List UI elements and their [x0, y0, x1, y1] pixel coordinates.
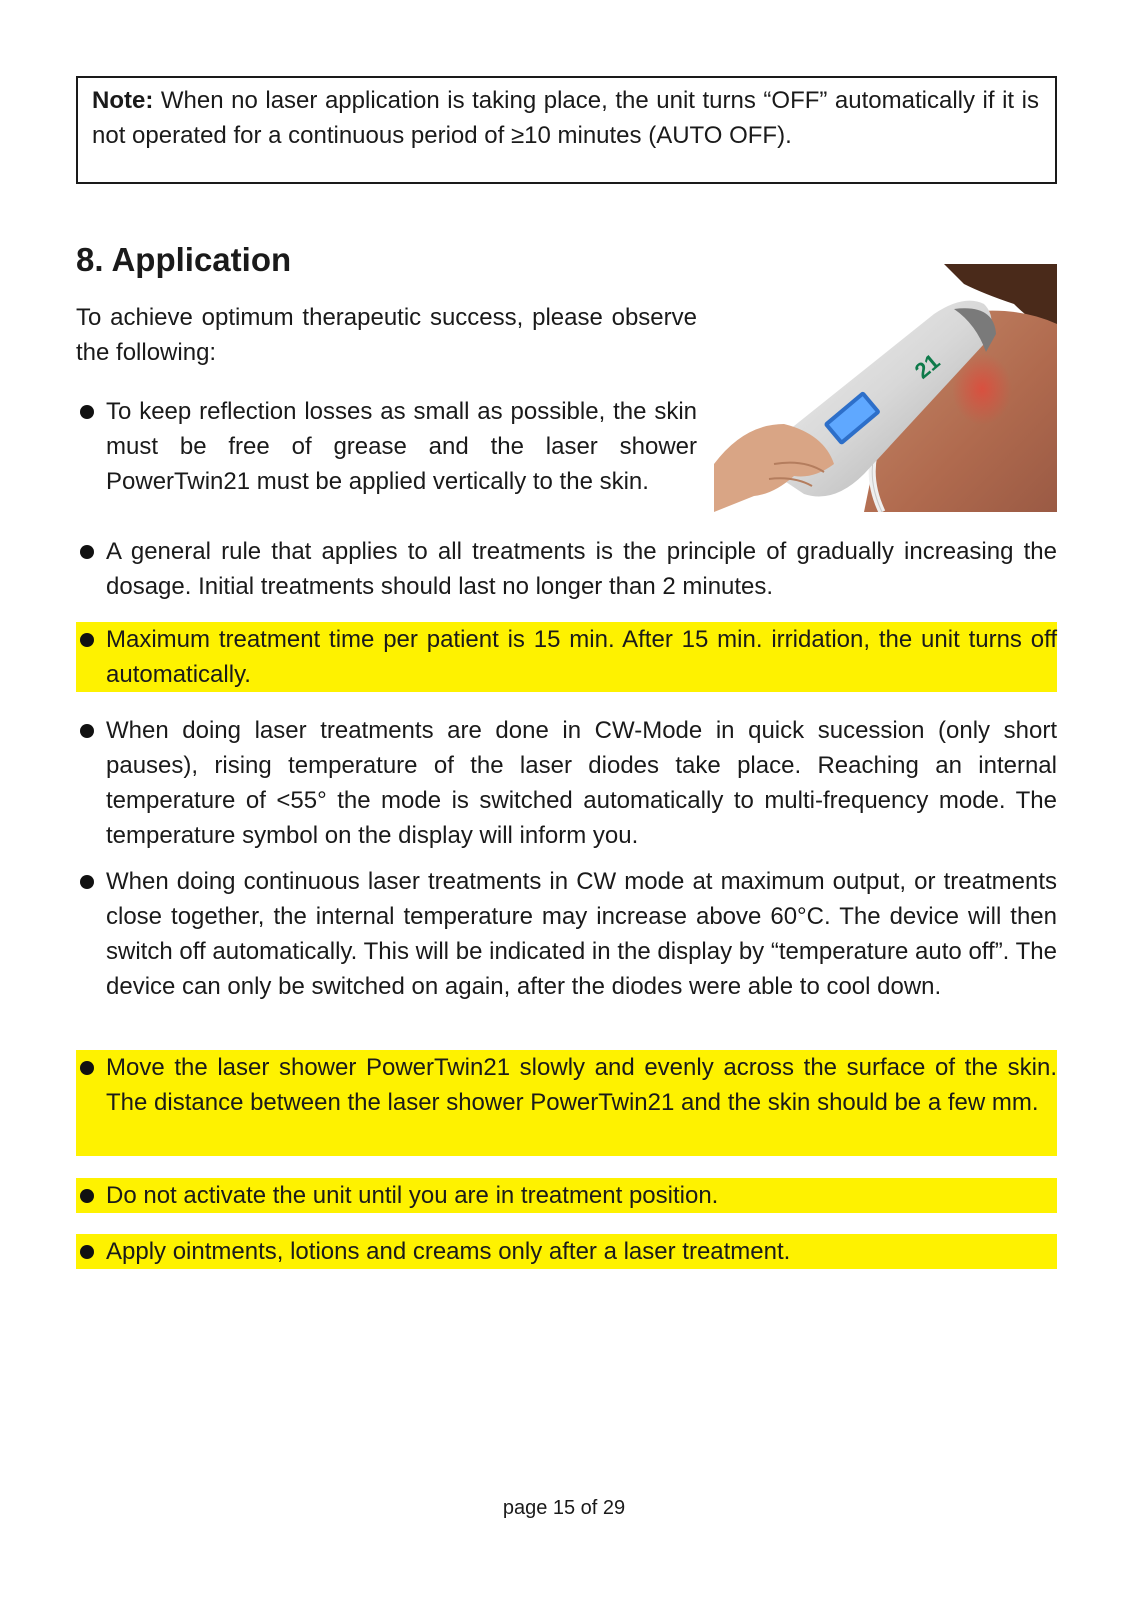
bullet-dot-icon	[80, 545, 94, 559]
list-item-text: When doing laser treatments are done in CW-Mode in quick sucession (only short pauses), rising temperature of the laser diodes take place. Reaching an internal temperature of <55° the mode is switched automatically to multi-frequency mode. The temperature symbol on the display will inform you.	[106, 717, 1057, 849]
bullet-dot-icon	[80, 724, 94, 738]
list-item	[76, 713, 1057, 853]
list-item	[76, 1050, 1057, 1156]
list-item	[76, 1234, 1057, 1269]
bullet-dot-icon	[80, 875, 94, 889]
bullet-dot-icon	[80, 1245, 94, 1259]
list-item-text: Maximum treatment time per patient is 15 min. After 15 min. irridation, the unit turns off automatically.	[106, 626, 1057, 688]
note-label: Note:	[92, 87, 154, 114]
list-item	[76, 394, 697, 499]
list-item-text: Move the laser shower PowerTwin21 slowly and evenly across the surface of the skin. The distance between the laser shower PowerTwin21 and the skin should be a few mm.	[106, 1054, 1057, 1116]
note-text: When no laser application is taking place, the unit turns “OFF” automatically if it is not operated for a continuous period of ≥10 minutes (AUTO OFF).	[92, 87, 1039, 149]
bullet-dot-icon	[80, 1061, 94, 1075]
page-number: page 15 of 29	[502, 1497, 626, 1519]
section-intro: To achieve optimum therapeutic success, please observe the following:	[76, 304, 697, 366]
list-item	[76, 534, 1057, 604]
list-item	[76, 1178, 1057, 1213]
bullet-dot-icon	[80, 1189, 94, 1203]
list-item-text: A general rule that applies to all treatments is the principle of gradually increasing the dosage. Initial treatments should last no longer than 2 minutes.	[106, 538, 1057, 600]
list-item-text: To keep reflection losses as small as possible, the skin must be free of grease and the laser shower PowerTwin21 must be applied vertically to the skin.	[106, 398, 697, 495]
device-application-photo	[714, 264, 1057, 512]
list-item-text: Apply ointments, lotions and creams only after a laser treatment.	[106, 1238, 791, 1265]
list-item	[76, 864, 1057, 1004]
bullet-dot-icon	[80, 633, 94, 647]
section-heading: 8. Application	[76, 241, 292, 278]
device-illustration	[714, 264, 1057, 512]
note-box	[76, 76, 1057, 184]
list-item	[76, 622, 1057, 692]
list-item-text: When doing continuous laser treatments in CW mode at maximum output, or treatments close together, the internal temperature may increase above 60°C. The device will then switch off automatically. This will be indicated in the display by “temperature auto off”. The device can only be switched on again, after the diodes were able to cool down.	[106, 868, 1057, 1000]
bullet-dot-icon	[80, 405, 94, 419]
list-item-text: Do not activate the unit until you are in treatment position.	[106, 1182, 719, 1209]
device-logo: 21	[909, 348, 945, 384]
